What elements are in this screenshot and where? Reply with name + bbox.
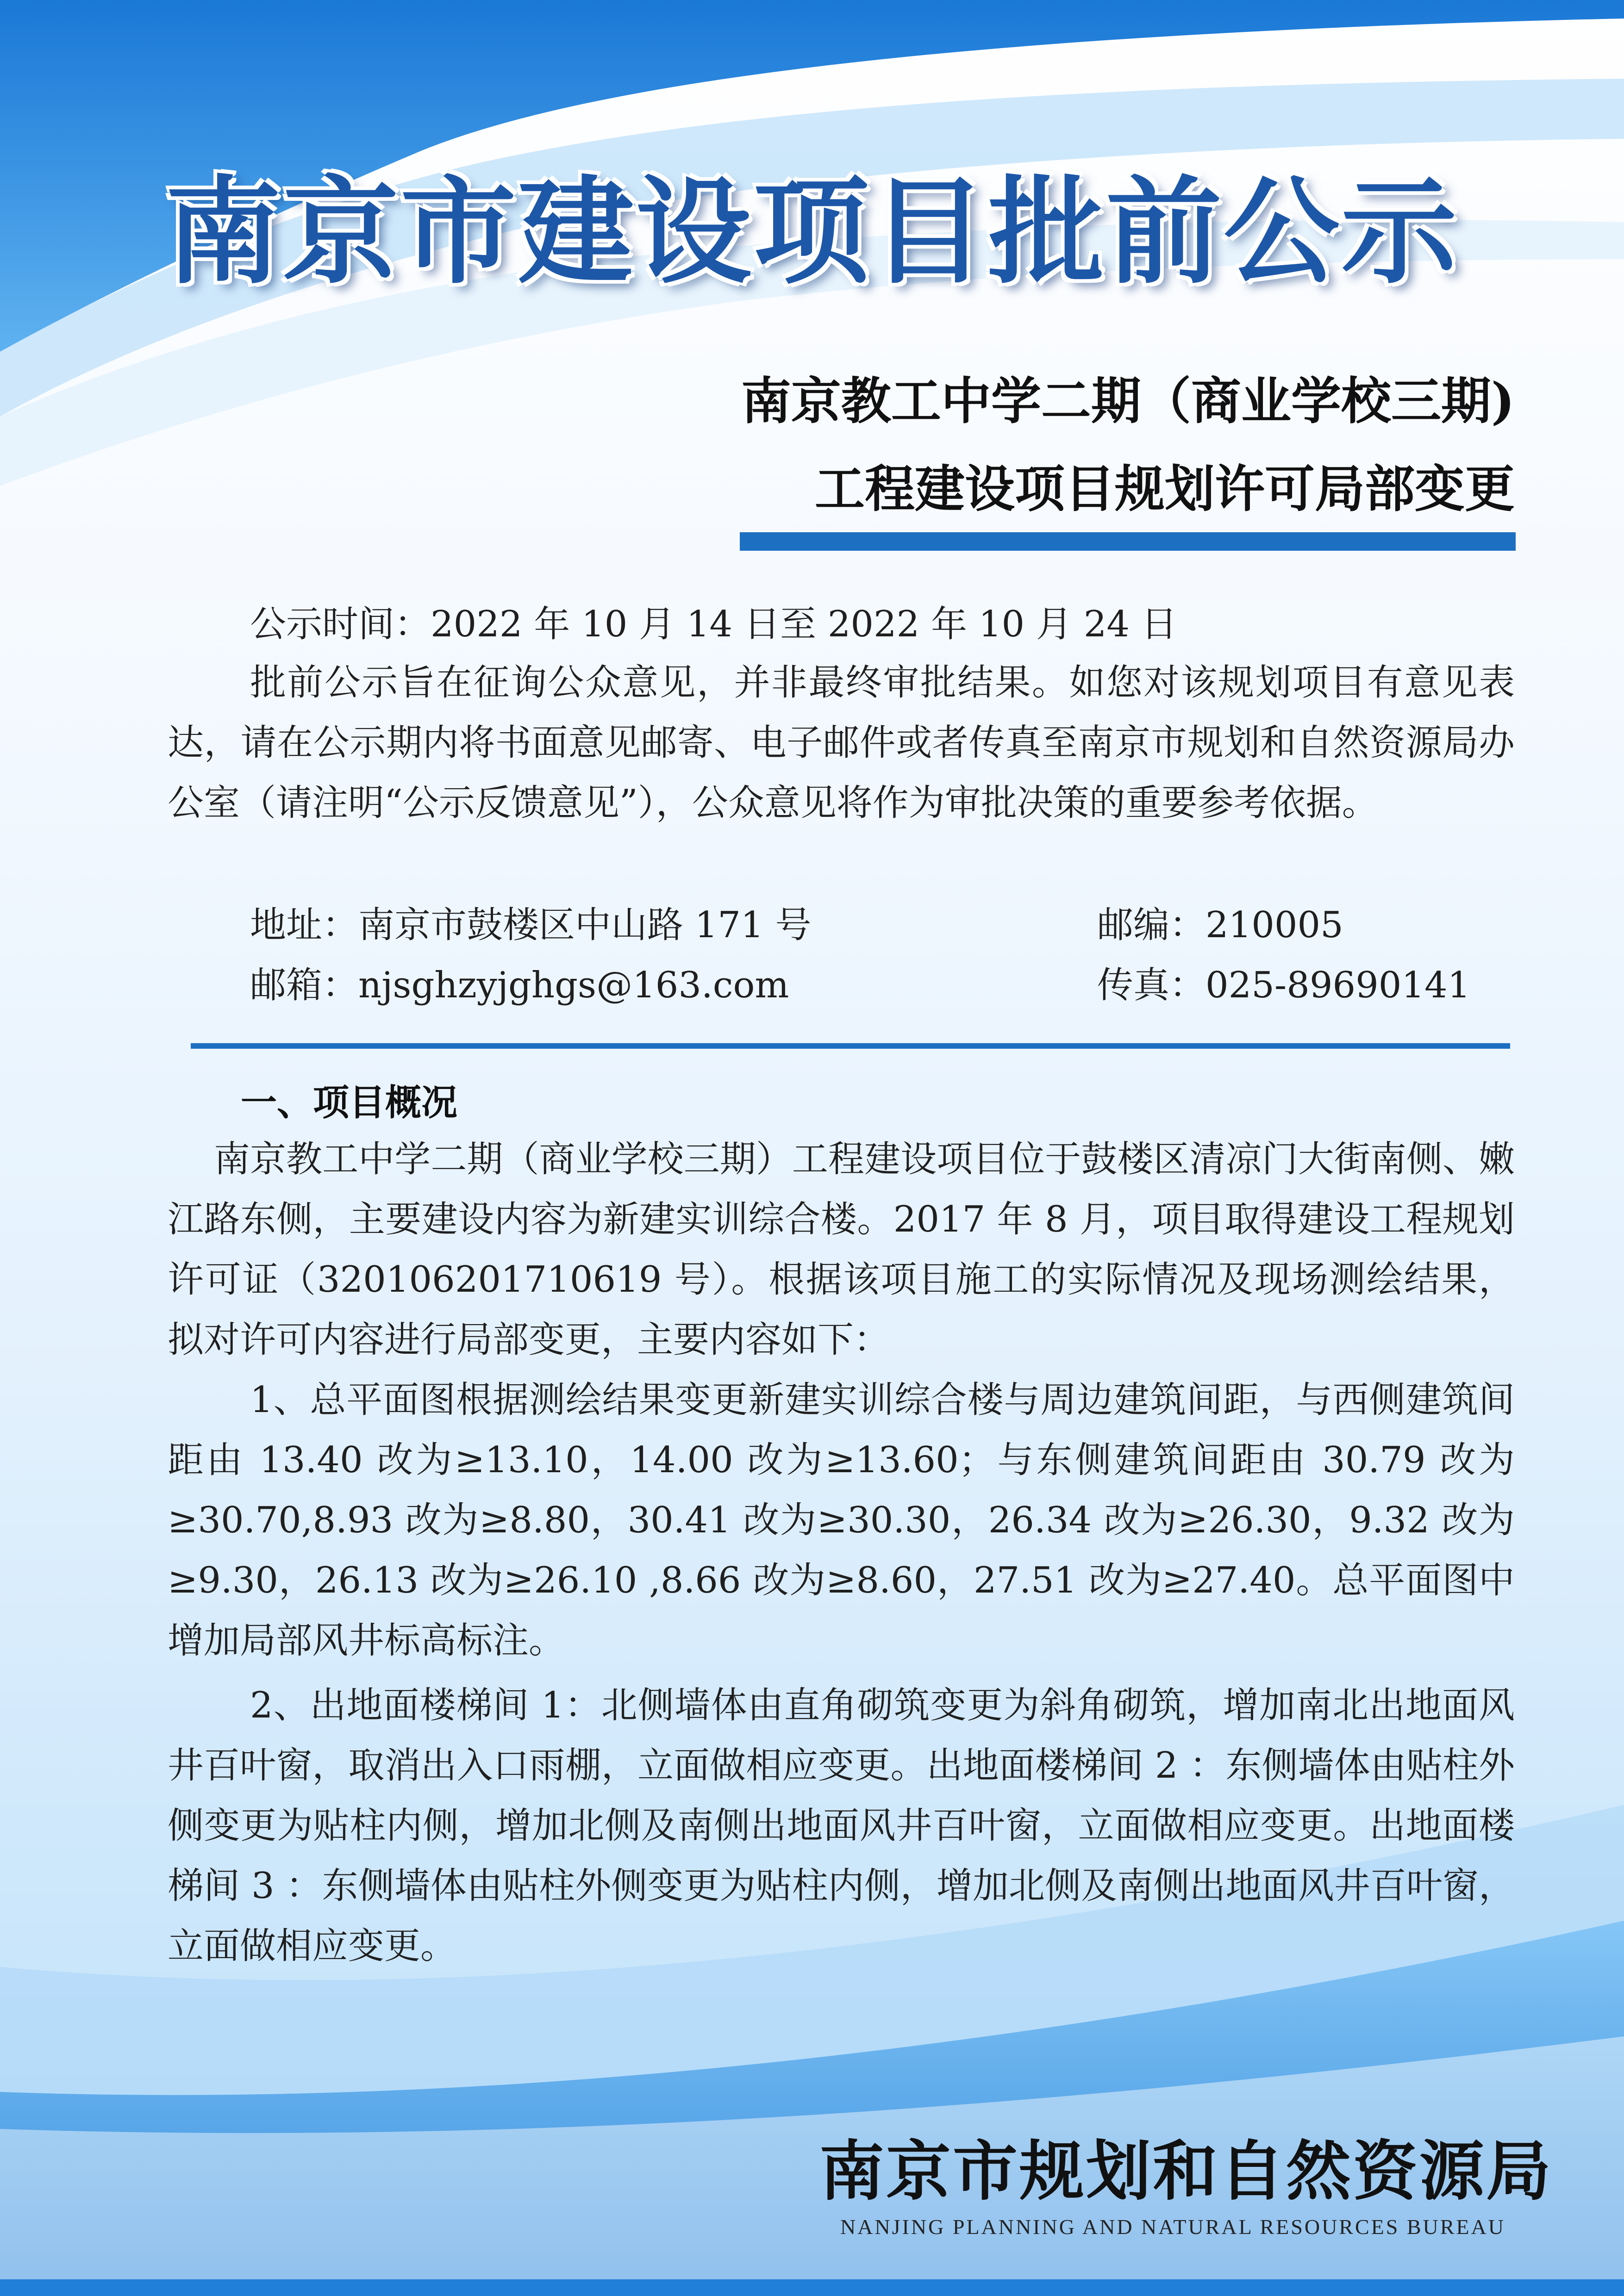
section-heading-overview: 一、项目概况: [241, 1082, 458, 1124]
contact-fax: 传真：025-89690141: [1097, 964, 1471, 1006]
section-divider: [191, 1043, 1510, 1049]
footer-org-cn: 南京市规划和自然资源局: [819, 2134, 1553, 2209]
project-title-line1: 南京教工中学二期（商业学校三期): [741, 372, 1515, 430]
change-item-2: 2、出地面楼梯间 1：北侧墙体由直角砌筑变更为斜角砌筑，增加南北出地面风井百叶窗，取消出入口雨棚，立面做相应变更。出地面楼梯间 2 ：东侧墙体由贴柱外侧变更为贴柱内侧，增加北侧及南侧出地面风井百叶窗，立面做相应变更。出地面楼梯间 3 ：东侧墙体由贴柱外侧变更为贴柱内侧，增加北侧及南侧出地面风井百叶窗，立面做相应变更。: [168, 1685, 1515, 1967]
banner-title: 南京市建设项目批前公示: [165, 163, 1459, 299]
title-underline: [740, 532, 1516, 551]
contact-email: 邮箱：njsghzyjghgs@163.com: [250, 964, 789, 1006]
project-title-line2: 工程建设项目规划许可局部变更: [814, 460, 1515, 518]
change-item-1: 1、总平面图根据测绘结果变更新建实训综合楼与周边建筑间距，与西侧建筑间距由 13.40 改为≥13.10，14.00 改为≥13.60；与东侧建筑间距由 30.79 改为≥30.70,8.93 改为≥8.80，30.41 改为≥30.30，26.34 改为≥26.30，9.32 改为≥9.30，26.13 改为≥26.10 ,8.66 改为≥8.60，27.51 改为≥27.40。总平面图中增加局部风井标高标注。: [168, 1379, 1515, 1661]
footer-org-en: NANJING PLANNING AND NATURAL RESOURCES BUREAU: [840, 2215, 1505, 2239]
contact-postcode: 邮编：210005: [1097, 904, 1343, 946]
overview-paragraph: 南京教工中学二期（商业学校三期）工程建设项目位于鼓楼区清凉门大街南侧、嫩江路东侧，主要建设内容为新建实训综合楼。2017 年 8 月，项目取得建设工程规划许可证（320106201710619 号）。根据该项目施工的实际情况及现场测绘结果，拟对许可内容进行局部变更，主要内容如下：: [168, 1139, 1515, 1361]
notice-intro: 批前公示旨在征询公众意见，并非最终审批结果。如您对该规划项目有意见表达，请在公示期内将书面意见邮寄、电子邮件或者传真至南京市规划和自然资源局办公室（请注明“公示反馈意见”），公众意见将作为审批决策的重要参考依据。: [168, 662, 1515, 824]
contact-address: 地址：南京市鼓楼区中山路 171 号: [250, 904, 812, 946]
notice-period: 公示时间：2022 年 10 月 14 日至 2022 年 10 月 24 日: [250, 604, 1177, 645]
